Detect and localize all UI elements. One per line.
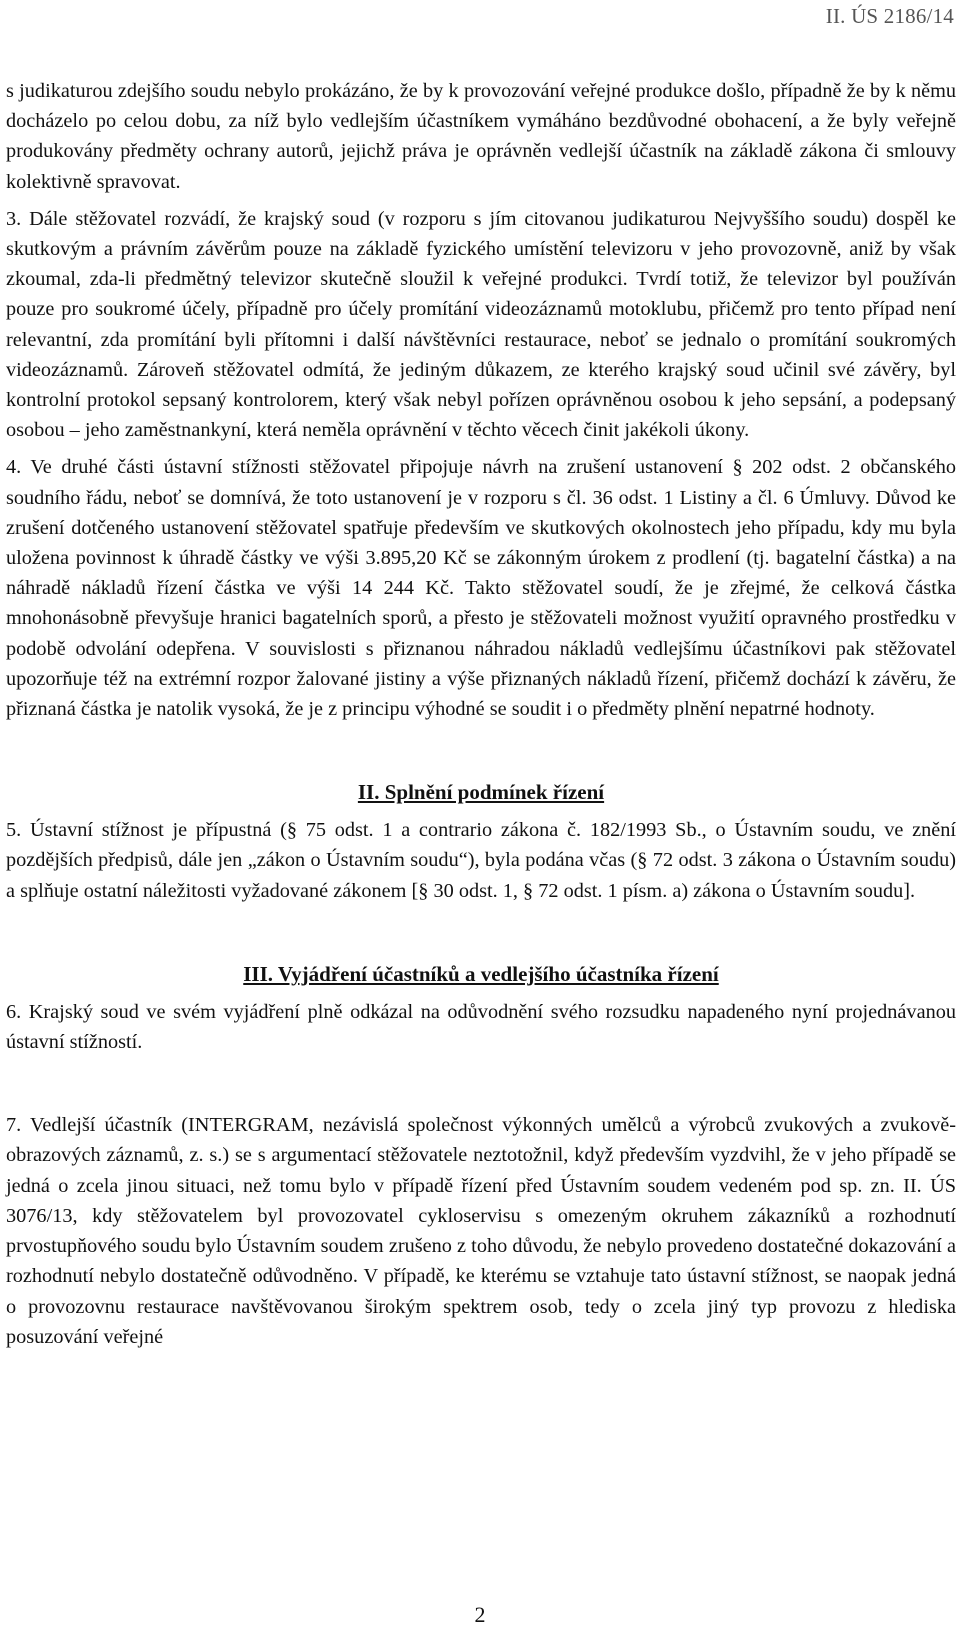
section-heading-text: II. Splnění podmínek řízení (357, 780, 605, 805)
paragraph-text: Ve druhé části ústavní stížnosti stěžovatel připojuje návrh na zrušení ustanovení § 202 odst. 2 občanského soudního řádu, neboť se domnívá, že toto ustanovení je v rozporu s čl. 36 odst. 1 Listiny a čl. 6 Úmluvy. Důvod ke zrušení dotčeného ustanovení stěžovatel spatřuje především ve skutkových okolnostech jeho případu, kdy mu byla uložena povinnost k úhradě částky ve výši 3.895,20 Kč se zákonným úrokem z prodlení (tj. bagatelní částka) a na náhradě nákladů řízení částka ve výši 14 244 Kč. Takto stěžovatel soudí, že je zřejmé, že celková částka mnohonásobně převyšuje hranici bagatelních sporů, a přesto je stěžovateli možnost využití opravného prostředku v podobě odvolání odepřena. V souvislosti s přiznanou náhradou nákladů vedlejšímu účastníkovi pak stěžovatel upozorňuje též na extrémní rozpor žalované jistiny a výše přiznaných nákladů řízení, přičemž dochází k závěru, že přiznaná částka je natolik vysoká, že je z principu výhodné se soudit i o předměty plnění nepatrné hodnoty. (6, 456, 956, 721)
document-body (6, 76, 956, 1359)
paragraph-3 (6, 204, 956, 446)
spacer (6, 1064, 956, 1110)
section-heading-ii (6, 777, 956, 807)
paragraph-number: 7. (6, 1114, 22, 1137)
page-number: 2 (474, 1602, 486, 1627)
spacer (6, 913, 956, 959)
paragraph-text: Krajský soud ve svém vyjádření plně odkázal na odůvodnění svého rozsudku napadeného nyní projednávanou ústavní stížností. (6, 1000, 956, 1054)
paragraph-text: Vedlejší účastník (INTERGRAM, nezávislá společnost výkonných umělců a výrobců zvukových a zvukově-obrazových záznamů, z. s.) se s argumentací stěžovatele neztotožnil, když především vyzdvihl, že v jeho případě se jedná o zcela jinou situaci, než tomu bylo v případě řízení před Ústavním soudem vedeném pod sp. zn. II. ÚS 3076/13, kdy stěžovatelem byl provozovatel cykloservisu s omezeným okruhem zákazníků a rozhodnutí prvostupňového soudu bylo Ústavním soudem zrušeno z toho důvodu, že nebylo provedeno dostatečné dokazování a rozhodnutí nebylo dostatečně odůvodněno. V případě, ke kterému se vztahuje tato ústavní stížnost, se naopak jedná o provozovnu restaurace navštěvovanou širokým spektrem osob, tedy o zcela jiný typ provozu z hlediska posuzování veřejné (6, 1114, 956, 1348)
section-heading-text: III. Vyjádření účastníků a vedlejšího účastníka řízení (243, 961, 719, 986)
paragraph-continuation: s judikaturou zdejšího soudu nebylo prokázáno, že by k provozování veřejné produkce došlo, případně že by k němu docházelo po celou dobu, za níž bylo vedlejším účastníkem vymáháno bezdůvodné obohacení, a že byly veřejně produkovány předměty ochrany autorů, jejichž práva je oprávněn vedlejší účastník na základě zákona či smlouvy kolektivně spravovat. (6, 80, 956, 193)
paragraph-text: Dále stěžovatel rozvádí, že krajský soud (v rozporu s jím citovanou judikaturou Nejvyššího soudu) dospěl ke skutkovým a právním závěrům pouze na základě fyzického umístění televizoru v jeho provozovně, aniž by však zkoumal, zda-li předmětný televizor skutečně sloužil k veřejné produkci. Tvrdí totiž, že televizor byl používán pouze pro soukromé účely, případně pro účely promítání videozáznamů motoklubu, přičemž pro tento případ není relevantní, zda promítání byli přítomni i další návštěvníci restaurace, neboť se jednalo o promítání soukromých videozáznamů. Zároveň stěžovatel odmítá, že jediným důkazem, ze kterého krajský soud učinil své závěry, byl kontrolní protokol sepsaný kontrolorem, který však nebyl pořízen oprávněnou osobou k jeho sepsání, a podepsaný osobou – jeho zaměstnankyní, která neměla oprávnění v těchto věcech činit jakékoli úkony. (6, 207, 956, 442)
paragraph-number: 5. (6, 819, 22, 842)
paragraph-text: Ústavní stížnost je přípustná (§ 75 odst. 1 a contrario zákona č. 182/1993 Sb., o Ústavním soudu, ve znění pozdějších předpisů, dále jen „zákon o Ústavním soudu“), byla podána včas (§ 72 odst. 3 zákona o Ústavním soudu) a splňuje ostatní náležitosti vyžadované zákonem [§ 30 odst. 1, § 72 odst. 1 písm. a) zákona o Ústavním soudu]. (6, 819, 956, 902)
paragraph-5 (6, 815, 956, 906)
section-heading-iii (6, 959, 956, 989)
paragraph-4 (6, 452, 956, 724)
paragraph-6 (6, 997, 956, 1057)
paragraph-number: 3. (6, 207, 22, 230)
spacer (6, 731, 956, 777)
case-reference: II. ÚS 2186/14 (825, 4, 954, 28)
paragraph-number: 4. (6, 456, 22, 479)
paragraph-number: 6. (6, 1000, 22, 1023)
paragraph-7 (6, 1110, 956, 1352)
